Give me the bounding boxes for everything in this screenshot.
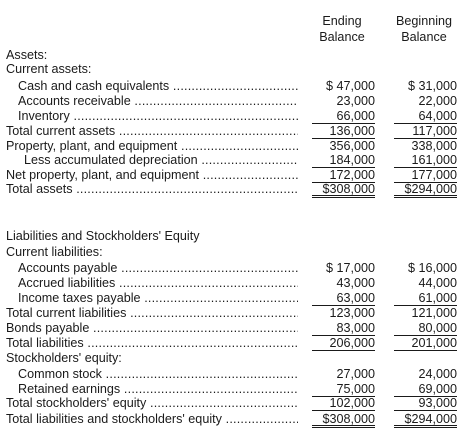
ending-balance-value: 102,000: [312, 397, 375, 411]
ending-balance-value: 184,000: [312, 154, 375, 168]
row-label: Total stockholders' equity .....: [6, 397, 298, 411]
row-label: Current liabilities:: [6, 246, 103, 259]
statement-row: [0, 95, 465, 109]
beginning-balance-value: 69,000: [394, 383, 457, 397]
statement-row: [0, 292, 465, 306]
ending-balance-value: 43,000: [336, 276, 375, 290]
ending-balance-value: 66,000: [312, 110, 375, 124]
beginning-balance-value: 338,000: [411, 139, 457, 153]
row-label: Total liabilities and stockholders' equity .....: [6, 413, 298, 427]
statement-row: [0, 49, 465, 63]
ending-balance-value: $ 47,000: [325, 79, 375, 93]
beginning-balance-value: 177,000: [394, 169, 457, 183]
beginning-balance-value: 161,000: [394, 154, 457, 168]
statement-row: [0, 80, 465, 94]
row-label: Property, plant, and equipment .....: [6, 140, 298, 154]
row-label: Bonds payable .....: [6, 322, 298, 336]
statement-row: [0, 368, 465, 382]
beginning-balance-value: $ 16,000: [407, 261, 457, 275]
ending-header-line-1: Ending: [322, 14, 362, 28]
row-label: Inventory .....: [18, 110, 298, 124]
beginning-balance-value: 117,000: [394, 125, 457, 139]
beginning-balance-value: 93,000: [394, 397, 457, 411]
statement-row: [0, 277, 465, 291]
statement-row: [0, 262, 465, 276]
ending-balance-value: $308,000: [312, 183, 375, 198]
ending-header-line-2: Balance: [319, 30, 365, 44]
row-label: [6, 206, 440, 220]
beginning-balance-value: 80,000: [394, 322, 457, 336]
beginning-balance-value: $294,000: [394, 183, 457, 198]
row-label: Retained earnings .....: [18, 383, 298, 397]
row-label: Total liabilities .....: [6, 337, 298, 351]
ending-balance-value: $ 17,000: [325, 261, 375, 275]
beginning-balance-value: $294,000: [394, 413, 457, 428]
row-label: Income taxes payable .....: [18, 292, 298, 306]
ending-balance-value: 172,000: [312, 169, 375, 183]
statement-row: [0, 154, 465, 168]
beginning-balance-value: 121,000: [411, 306, 457, 320]
statement-row: [0, 63, 465, 77]
ending-balance-value: 206,000: [312, 337, 375, 351]
beginning-balance-value: 44,000: [418, 276, 457, 290]
beginning-balance-value: $ 31,000: [407, 79, 457, 93]
row-label: Common stock .....: [18, 368, 298, 382]
statement-row: [0, 322, 465, 336]
statement-row: [0, 246, 465, 260]
row-label: Less accumulated depreciation .....: [24, 154, 298, 168]
row-label: Cash and cash equivalents .....: [18, 80, 298, 94]
statement-row: [0, 413, 465, 427]
statement-row: [0, 230, 465, 244]
statement-row: [0, 307, 465, 321]
beginning-balance-value: 61,000: [394, 292, 457, 306]
statement-row: [0, 352, 465, 366]
beginning-balance-value: 24,000: [418, 367, 457, 381]
ending-balance-value: 123,000: [329, 306, 375, 320]
row-label: Total current liabilities .....: [6, 307, 298, 321]
statement-row: [0, 125, 465, 139]
beginning-header-line-2: Balance: [401, 30, 447, 44]
statement-row: [0, 397, 465, 411]
beginning-balance-value: 64,000: [394, 110, 457, 124]
statement-row: [0, 140, 465, 154]
statement-row: [0, 183, 465, 197]
row-label: Accounts receivable .....: [18, 95, 298, 109]
row-label: Total current assets .....: [6, 125, 298, 139]
ending-balance-value: 63,000: [312, 292, 375, 306]
statement-row: [0, 337, 465, 351]
ending-balance-value: 27,000: [336, 367, 375, 381]
row-label: Liabilities and Stockholders' Equity: [6, 230, 200, 243]
ending-balance-value: 75,000: [312, 383, 375, 397]
row-label: Net property, plant, and equipment .....: [6, 169, 298, 183]
statement-row: [0, 206, 465, 220]
row-label: Stockholders' equity:: [6, 352, 122, 365]
ending-balance-header: [306, 13, 378, 45]
statement-row: [0, 169, 465, 183]
ending-balance-value: 83,000: [312, 322, 375, 336]
beginning-balance-value: 201,000: [394, 337, 457, 351]
beginning-header-line-1: Beginning: [395, 14, 453, 28]
row-label: Total assets .....: [6, 183, 298, 197]
beginning-balance-header: [386, 13, 462, 45]
statement-row: [0, 110, 465, 124]
ending-balance-value: 356,000: [329, 139, 375, 153]
ending-balance-value: $308,000: [312, 413, 375, 428]
statement-row: [0, 383, 465, 397]
beginning-balance-value: 22,000: [418, 94, 457, 108]
row-label: Accounts payable .....: [18, 262, 298, 276]
row-label: Current assets:: [6, 63, 92, 76]
row-label: Accrued liabilities .....: [18, 277, 298, 291]
ending-balance-value: 136,000: [312, 125, 375, 139]
ending-balance-value: 23,000: [336, 94, 375, 108]
row-label: Assets:: [6, 49, 48, 62]
